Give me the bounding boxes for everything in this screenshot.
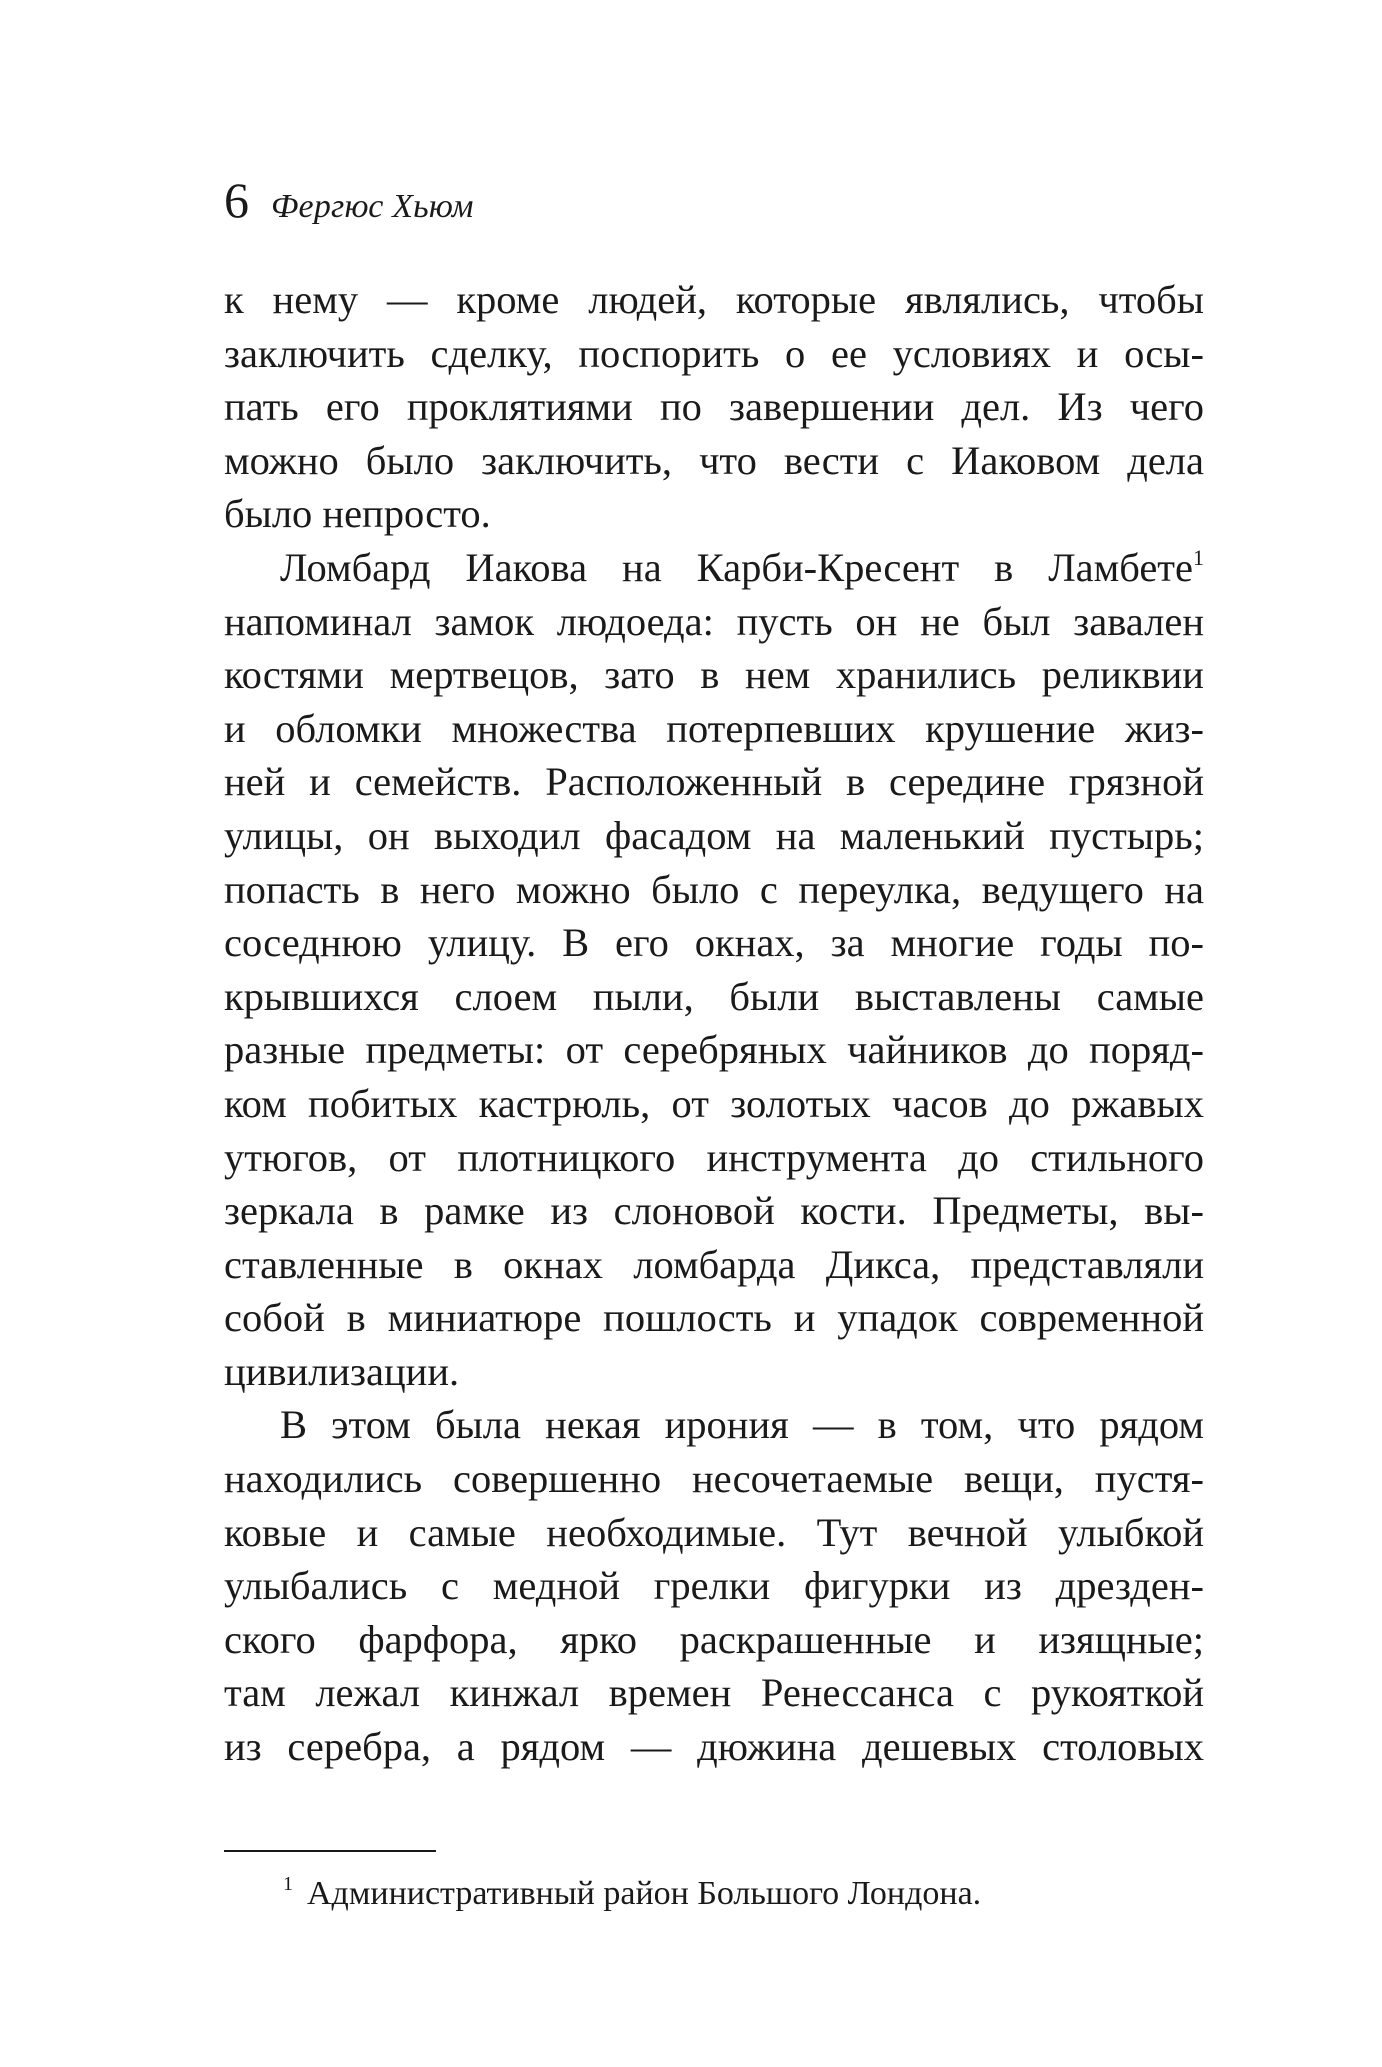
text-line: к нему — кроме людей, которые являлись, чтобы (224, 277, 1204, 322)
text-line: ком побитых кастрюль, от золотых часов до ржавых (224, 1080, 1204, 1126)
page-number: 6 (224, 172, 249, 228)
running-head-author: Фергюс Хьюм (271, 188, 474, 225)
text-line: костями мертвецов, зато в нем хранились реликвии (224, 652, 1204, 698)
text-line: цивилизации. (224, 1348, 460, 1394)
text-line: там лежал кинжал времен Ренессанса с рукояткой (224, 1670, 1204, 1716)
text-line: ставленные в окнах ломбарда Дикса, представляли (224, 1241, 1204, 1287)
text-line: пать его проклятиями по завершении дел. Из чего (224, 384, 1204, 430)
text-line: попасть в него можно было с переулка, ведущего на (224, 866, 1204, 912)
text-line: В этом была некая ирония — в том, что рядом (280, 1402, 1204, 1448)
text-line: собой в миниатюре пошлость и упадок современной (224, 1295, 1204, 1341)
text-line: ского фарфора, ярко раскрашенные и изящные; (224, 1616, 1204, 1662)
running-head (224, 170, 474, 230)
text-line: ней и семейств. Расположенный в середине грязной (224, 759, 1204, 805)
text-line-content: Ломбард Иакова на Карби-Кресент в Ламбете (280, 544, 1193, 590)
text-line: находились совершенно несочетаемые вещи, пустя- (224, 1456, 1204, 1502)
text-line: можно было заключить, что вести с Иаковом дела (224, 437, 1204, 483)
text-line: соседнюю улицу. В его окнах, за многие годы по- (224, 920, 1204, 966)
text-line: зеркала в рамке из слоновой кости. Предметы, вы- (224, 1188, 1204, 1234)
text-line: улыбались с медной грелки фигурки из дрезден- (224, 1563, 1204, 1609)
text-line: утюгов, от плотницкого инструмента до стильного (224, 1134, 1204, 1180)
text-line: ковые и самые необходимые. Тут вечной улыбкой (224, 1509, 1204, 1555)
text-line: улицы, он выходил фасадом на маленький пустырь; (224, 812, 1204, 858)
text-line: было непросто. (224, 491, 491, 537)
text-line: разные предметы: от серебряных чайников до поряд- (224, 1027, 1204, 1073)
text-line: напоминал замок людоеда: пусть он не был завален (224, 598, 1204, 644)
footnote-divider (224, 1850, 436, 1852)
text-line-with-footnote (224, 541, 1204, 595)
footnote-reference[interactable]: 1 (1193, 544, 1204, 570)
text-line: заключить сделку, поспорить о ее условиях и осы- (224, 330, 1204, 376)
footnote-text: Административный район Большого Лондона. (307, 1875, 982, 1912)
text-line: крывшихся слоем пыли, были выставлены самые (224, 973, 1204, 1019)
text-line: из серебра, а рядом — дюжина дешевых столовых (224, 1724, 1204, 1770)
footnote (283, 1872, 981, 1916)
body-text (224, 273, 1204, 1774)
footnote-number: 1 (283, 1873, 293, 1895)
text-line: и обломки множества потерпевших крушение жиз- (224, 705, 1204, 751)
